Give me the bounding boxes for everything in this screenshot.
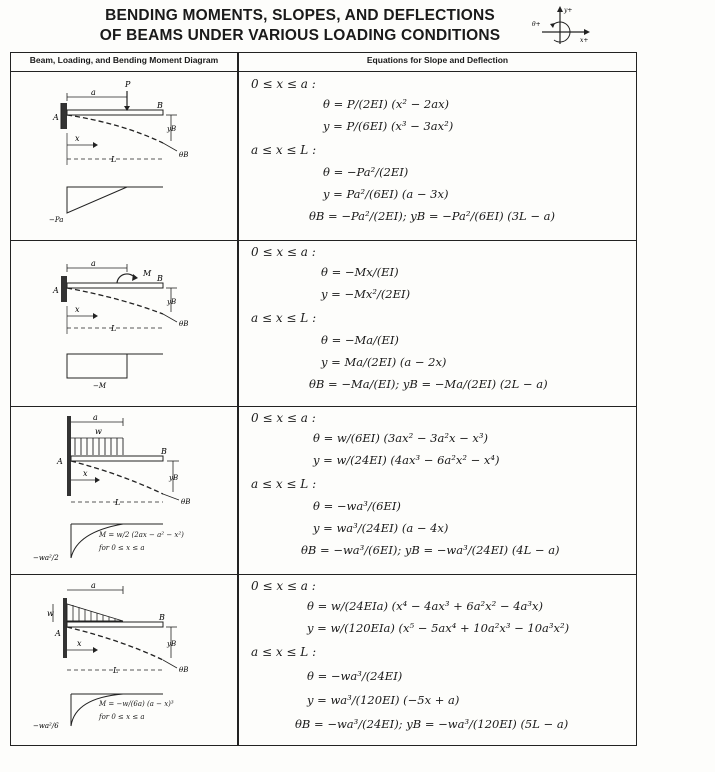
case-1-eq-3: a ≤ x ≤ L : <box>251 143 317 157</box>
case-4-yB-label: yB <box>167 640 177 648</box>
case-3-moment-label: −wa²/2 <box>33 554 59 562</box>
case-2-load-label: M <box>143 269 152 278</box>
case-4-moment-range: for 0 ≤ x ≤ a <box>99 713 145 721</box>
case-2-L-label: L <box>111 324 117 333</box>
x-positive-label: x+ <box>580 37 589 44</box>
case-3-eq-4: θ = −wa³/(6EI) <box>313 499 401 513</box>
case-1-moment-label: −Pa <box>49 216 64 224</box>
case-2-eq-6: θB = −Ma/(EI); yB = −Ma/(2EI) (2L − a) <box>309 377 548 391</box>
case-4-B-label: B <box>159 613 165 622</box>
title-line-1: BENDING MOMENTS, SLOPES, AND DEFLECTIONS <box>105 7 495 24</box>
case-2-diagram <box>11 242 237 405</box>
case-4-eq-6: θB = −wa³/(24EI); yB = −wa³/(120EI) (5L − a) <box>295 717 569 731</box>
case-2-moment-label: −M <box>93 382 107 390</box>
case-4-load-label: w <box>47 609 54 618</box>
case-3-a-label: a <box>93 413 98 422</box>
case-3-eq-2: y = w/(24EI) (4ax³ − 6a²x² − x⁴) <box>313 453 500 467</box>
case-3-moment-equation: M = w/2 (2ax − a² − x²) <box>99 531 184 539</box>
case-4-eq-1: θ = w/(24EIa) (x⁴ − 4ax³ + 6a²x² − 4a³x) <box>307 599 543 613</box>
case-2-yB-label: yB <box>167 298 177 306</box>
case-4-L-label: L <box>113 666 119 675</box>
case-4-moment-label: −wa²/6 <box>33 722 59 730</box>
case-3-eq-0: 0 ≤ x ≤ a : <box>251 411 316 425</box>
column-divider <box>237 53 239 745</box>
case-1-thetaB-label: θB <box>179 151 189 159</box>
case-3-B-label: B <box>161 447 167 456</box>
case-3-x-label: x <box>83 469 88 478</box>
case-4-thetaB-label: θB <box>179 666 189 674</box>
case-2-eq-1: θ = −Mx/(EI) <box>321 265 399 279</box>
case-2-eq-4: θ = −Ma/(EI) <box>321 333 399 347</box>
case-3-eq-5: y = wa³/(24EI) (a − 4x) <box>313 521 449 535</box>
case-1-eq-1: θ = P/(2EI) (x² − 2ax) <box>323 97 450 111</box>
theta-positive-label: θ+ <box>532 21 541 28</box>
case-1-eq-6: θB = −Pa²/(2EI); yB = −Pa²/(6EI) (3L − a) <box>309 209 555 223</box>
case-3-eq-1: θ = w/(6EI) (3ax² − 3a²x − x³) <box>313 431 488 445</box>
case-4-diagram <box>11 576 237 746</box>
case-3-L-label: L <box>115 498 121 507</box>
case-1-load-label: P <box>125 80 131 89</box>
case-1-yB-label: yB <box>167 125 177 133</box>
case-2-eq-3: a ≤ x ≤ L : <box>251 311 317 325</box>
case-3-eq-6: θB = −wa³/(6EI); yB = −wa³/(24EI) (4L − a) <box>301 543 560 557</box>
case-2-A-label: A <box>53 286 59 295</box>
case-2-eq-0: 0 ≤ x ≤ a : <box>251 245 316 259</box>
case-1-a-label: a <box>91 88 96 97</box>
case-1-L-label: L <box>111 155 117 164</box>
case-2-eq-2: y = −Mx²/(2EI) <box>321 287 411 301</box>
case-4-A-label: A <box>55 629 61 638</box>
beam-table <box>10 52 637 746</box>
case-3-yB-label: yB <box>169 474 179 482</box>
case-3-A-label: A <box>57 457 63 466</box>
case-2-eq-5: y = Ma/(2EI) (a − 2x) <box>321 355 447 369</box>
case-1-eq-4: θ = −Pa²/(2EI) <box>323 165 409 179</box>
y-positive-label: y+ <box>564 7 573 14</box>
case-1-eq-5: y = Pa²/(6EI) (a − 3x) <box>323 187 449 201</box>
case-3-diagram <box>11 408 237 573</box>
case-1-eq-2: y = P/(6EI) (x³ − 3ax²) <box>323 119 454 133</box>
case-4-moment-equation: M = −w/(6a) (a − x)³ <box>99 700 174 708</box>
case-4-eq-4: θ = −wa³/(24EI) <box>307 669 403 683</box>
case-4-eq-0: 0 ≤ x ≤ a : <box>251 579 316 593</box>
case-3-moment-range: for 0 ≤ x ≤ a <box>99 544 145 552</box>
case-4-x-label: x <box>77 639 82 648</box>
title-line-2: OF BEAMS UNDER VARIOUS LOADING CONDITIONS <box>99 27 501 44</box>
case-2-B-label: B <box>157 274 163 283</box>
case-1-eq-0: 0 ≤ x ≤ a : <box>251 77 316 91</box>
case-2-x-label: x <box>75 305 80 314</box>
case-1-diagram <box>11 73 237 239</box>
case-4-eq-3: a ≤ x ≤ L : <box>251 645 317 659</box>
column-header-diagram: Beam, Loading, and Bending Moment Diagram <box>29 55 219 65</box>
sign-convention-axes-icon <box>532 4 592 48</box>
case-1-B-label: B <box>157 101 163 110</box>
case-3-thetaB-label: θB <box>181 498 191 506</box>
case-3-eq-3: a ≤ x ≤ L : <box>251 477 317 491</box>
case-4-eq-5: y = wa³/(120EI) (−5x + a) <box>307 693 460 707</box>
case-2-a-label: a <box>91 259 96 268</box>
case-3-load-label: w <box>95 427 102 436</box>
case-4-eq-2: y = w/(120EIa) (x⁵ − 5ax⁴ + 10a²x³ − 10a³x²) <box>307 621 570 635</box>
case-1-A-label: A <box>53 113 59 122</box>
case-1-x-label: x <box>75 134 80 143</box>
case-2-thetaB-label: θB <box>179 320 189 328</box>
column-header-equations: Equations for Slope and Deflection <box>366 55 509 65</box>
page-title <box>90 6 510 46</box>
case-4-a-label: a <box>91 581 96 590</box>
